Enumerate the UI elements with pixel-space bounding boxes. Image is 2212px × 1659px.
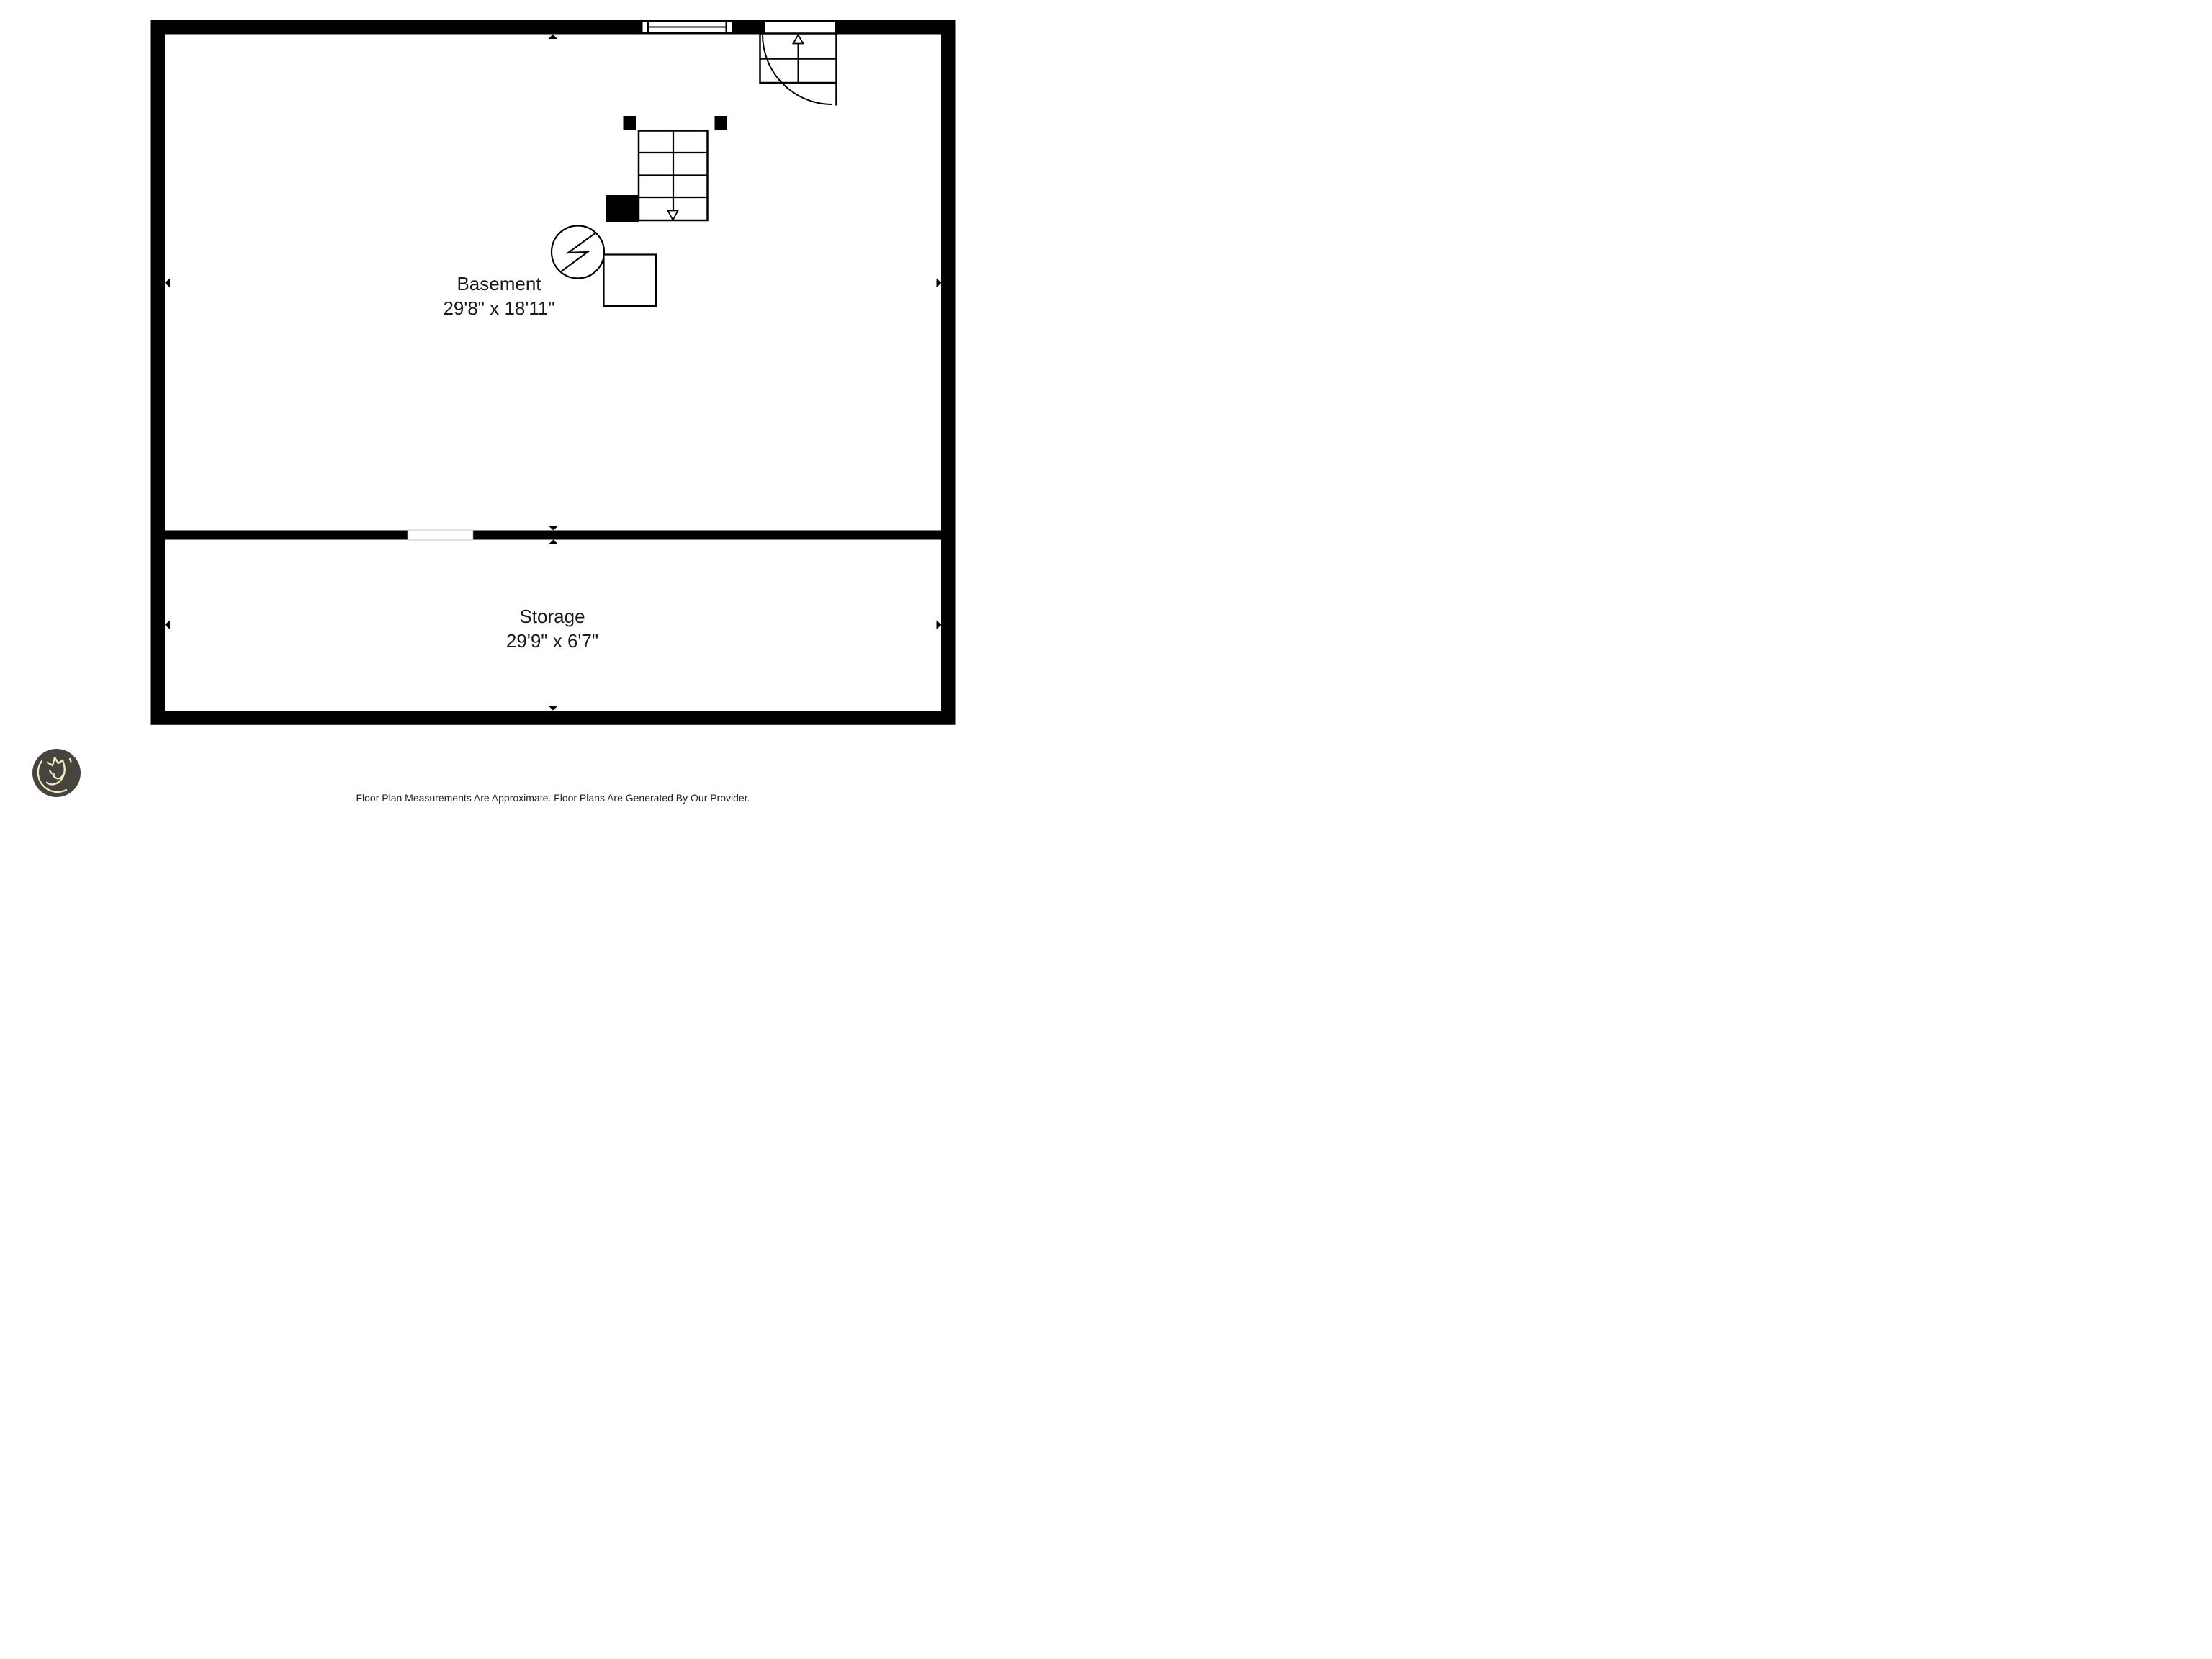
stair-landing-block xyxy=(606,195,639,222)
arrow-divider-bottom xyxy=(549,540,558,544)
room-name: Storage xyxy=(519,606,585,627)
room-name: Basement xyxy=(457,273,541,295)
room-dimensions: 29'8" x 18'11" xyxy=(443,297,555,319)
stairs-down-arrow xyxy=(668,211,678,220)
arrow-top-wall xyxy=(549,35,558,40)
stair-post-left xyxy=(624,116,637,130)
stairs-up-arrow xyxy=(793,35,804,44)
footer-disclaimer: Floor Plan Measurements Are Approximate. Floor Plans Are Generated By Our Provider. xyxy=(356,792,750,804)
arrow-basement-right-wall xyxy=(937,279,942,288)
floor-plan-drawing xyxy=(0,0,1106,830)
room-dimensions: 29'9" x 6'7" xyxy=(505,630,599,652)
arrow-storage-right-wall xyxy=(937,621,942,630)
electrical-panel-symbol xyxy=(552,226,604,279)
window xyxy=(642,20,734,35)
floor-plan-page xyxy=(0,0,1106,830)
arrow-basement-left-wall xyxy=(165,279,170,288)
arrow-divider-top xyxy=(549,526,558,531)
arrow-bottom-wall xyxy=(549,706,558,711)
door-opening-threshold xyxy=(408,530,473,540)
utility-fixture-square xyxy=(604,255,657,307)
storage-room-label xyxy=(506,604,598,653)
basement-staircase xyxy=(639,131,708,221)
room-divider-wall xyxy=(165,530,942,540)
lightning-bolt-icon xyxy=(562,233,595,271)
door-leaf xyxy=(764,21,835,34)
stair-post-right xyxy=(715,116,728,130)
basement-room-label xyxy=(443,271,554,320)
wolf-logo-icon xyxy=(32,749,81,797)
arrow-storage-left-wall xyxy=(165,621,170,630)
